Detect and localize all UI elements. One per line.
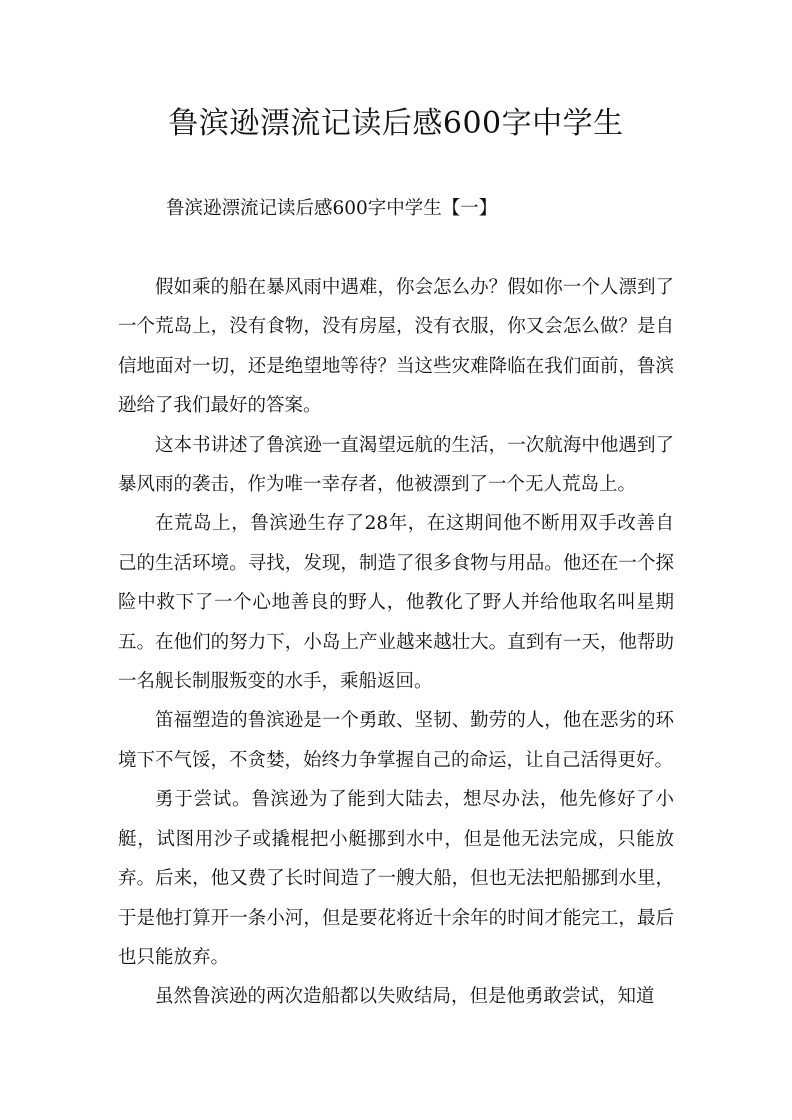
page-title: 鲁滨逊漂流记读后感600字中学生 [168,106,624,141]
paragraph: 假如乘的船在暴风雨中遇难，你会怎么办？假如你一个人漂到了一个荒岛上，没有食物，没有房屋，没有衣服，你又会怎么做？是自信地面对一切，还是绝望地等待？当这些灾难降临在我们面前，鲁滨逊给了我们最好的答案。 [118,277,674,417]
paragraph: 在荒岛上，鲁滨逊生存了28年，在这期间他不断用双手改善自己的生活环境。寻找，发现，制造了很多食物与用品。他还在一个探险中救下了一个心地善良的野人，他教化了野人并给他取名叫星期五。在他们的努力下，小岛上产业越来越壮大。直到有一天，他帮助一名舰长制服叛变的水手，乘船返回。 [118,513,674,693]
paragraph: 勇于尝试。鲁滨逊为了能到大陆去，想尽办法，他先修好了小艇，试图用沙子或撬棍把小艇挪到水中，但是他无法完成，只能放弃。后来，他又费了长时间造了一艘大船，但也无法把船挪到水里，于是他打算开一条小河，但是要花将近十余年的时间才能完工，最后也只能放弃。 [118,789,674,968]
paragraph: 虽然鲁滨逊的两次造船都以失败结局，但是他勇敢尝试，知道 [155,986,655,1008]
section-heading: 鲁滨逊漂流记读后感600字中学生【一】 [166,198,498,219]
paragraph: 这本书讲述了鲁滨逊一直渴望远航的生活，一次航海中他遇到了暴风雨的袭击，作为唯一幸存者，他被漂到了一个无人荒岛上。 [118,434,674,496]
article-body [118,268,674,1017]
paragraph: 笛福塑造的鲁滨逊是一个勇敢、坚韧、勤劳的人，他在恶劣的环境下不气馁，不贪婪，始终力争掌握自己的命运，让自己活得更好。 [118,710,674,771]
